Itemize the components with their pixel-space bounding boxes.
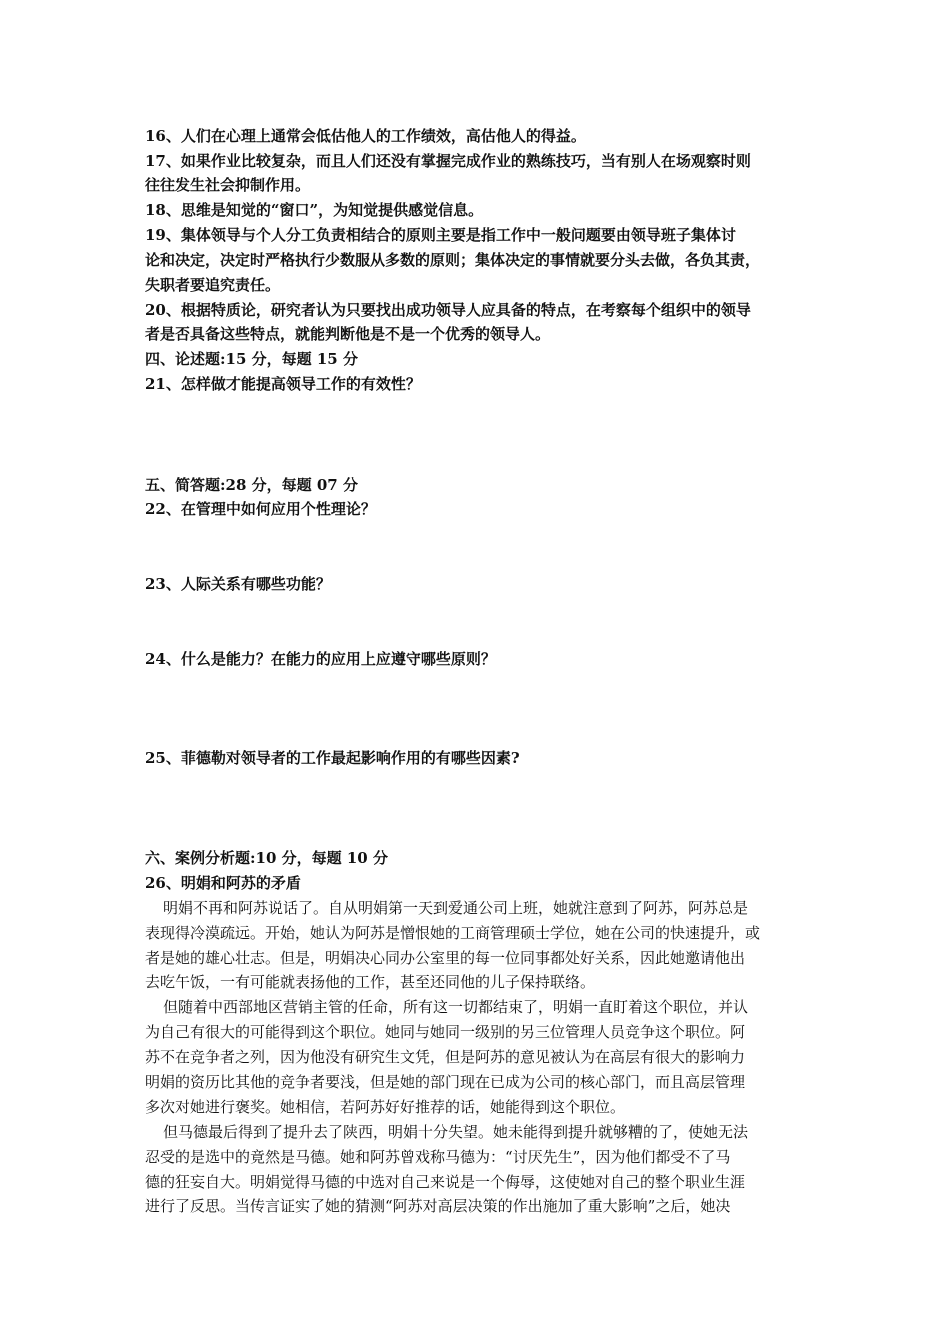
question-24: 24、什么是能力？在能力的应用上应遵守哪些原则？ [145,650,496,668]
case-paragraph-1-line-3: 者是她的雄心壮志。但是，明娟决心同办公室里的每一位同事都处好关系，因此她邀请他出 [145,949,746,967]
case-paragraph-3-line-2: 忍受的是选中的竟然是马德。她和阿苏曾戏称马德为：“讨厌先生”，因为他们都受不了马 [145,1148,731,1166]
question-26-title: 26、明娟和阿苏的矛盾 [145,874,301,892]
section-heading-essay: 四、论述题:15 分，每题 15 分 [145,350,358,368]
question-16: 16、人们在心理上通常会低估他人的工作绩效，高估他人的得益。 [145,127,586,145]
case-paragraph-1-line-2: 表现得冷漠疏远。开始，她认为阿苏是憎恨她的工商管理硕士学位，她在公司的快速提升，或 [145,924,761,942]
section-heading-short-answer: 五、简答题:28 分，每题 07 分 [145,476,358,494]
case-paragraph-2-line-1: 但随着中西部地区营销主管的任命，所有这一切都结束了，明娟一直盯着这个职位，并认 [163,998,749,1016]
question-19-line-3: 失职者要追究责任。 [145,276,281,294]
question-18: 18、思维是知觉的“窗口”，为知觉提供感觉信息。 [145,201,484,219]
case-paragraph-1-line-1: 明娟不再和阿苏说话了。自从明娟第一天到爱通公司上班，她就注意到了阿苏，阿苏总是 [163,899,749,917]
question-21: 21、怎样做才能提高领导工作的有效性？ [145,375,421,393]
case-paragraph-2-line-2: 为自己有很大的可能得到这个职位。她同与她同一级别的另三位管理人员竞争这个职位。阿 [145,1023,746,1041]
question-22: 22、在管理中如何应用个性理论？ [145,500,376,518]
question-19-line-1: 19、集体领导与个人分工负责相结合的原则主要是指工作中一般问题要由领导班子集体讨 [145,226,736,244]
case-paragraph-3-line-4: 进行了反思。当传言证实了她的猜测“阿苏对高层决策的作出施加了重大影响”之后，她决 [145,1197,731,1215]
case-paragraph-2-line-3: 苏不在竞争者之列，因为他没有研究生文凭，但是阿苏的意见被认为在高层有很大的影响力 [145,1048,746,1066]
case-paragraph-3-line-3: 德的狂妄自大。明娟觉得马德的中选对自己来说是一个侮辱，这使她对自己的整个职业生涯 [145,1173,746,1191]
case-paragraph-2-line-5: 多次对她进行褒奖。她相信，若阿苏好好推荐的话，她能得到这个职位。 [145,1098,626,1116]
question-20-line-1: 20、根据特质论，研究者认为只要找出成功领导人应具备的特点，在考察每个组织中的领导 [145,301,751,319]
question-19-line-2: 论和决定，决定时严格执行少数服从多数的原则；集体决定的事情就要分头去做，各负其责， [145,251,761,269]
question-17-line-2: 往往发生社会抑制作用。 [145,176,311,194]
case-paragraph-3-line-1: 但马德最后得到了提升去了陕西，明娟十分失望。她未能得到提升就够糟的了，使她无法 [163,1123,749,1141]
case-paragraph-1-line-4: 去吃午饭，一有可能就表扬他的工作，甚至还同他的儿子保持联络。 [145,973,596,991]
question-25: 25、菲德勒对领导者的工作最起影响作用的有哪些因素? [145,749,520,767]
question-20-line-2: 者是否具备这些特点，就能判断他是不是一个优秀的领导人。 [145,325,551,343]
question-23: 23、人际关系有哪些功能？ [145,575,331,593]
case-paragraph-2-line-4: 明娟的资历比其他的竞争者要浅，但是她的部门现在已成为公司的核心部门，而且高层管理 [145,1073,746,1091]
section-heading-case: 六、案例分析题:10 分，每题 10 分 [145,849,388,867]
question-17-line-1: 17、如果作业比较复杂，而且人们还没有掌握完成作业的熟练技巧，当有别人在场观察时则 [145,152,751,170]
